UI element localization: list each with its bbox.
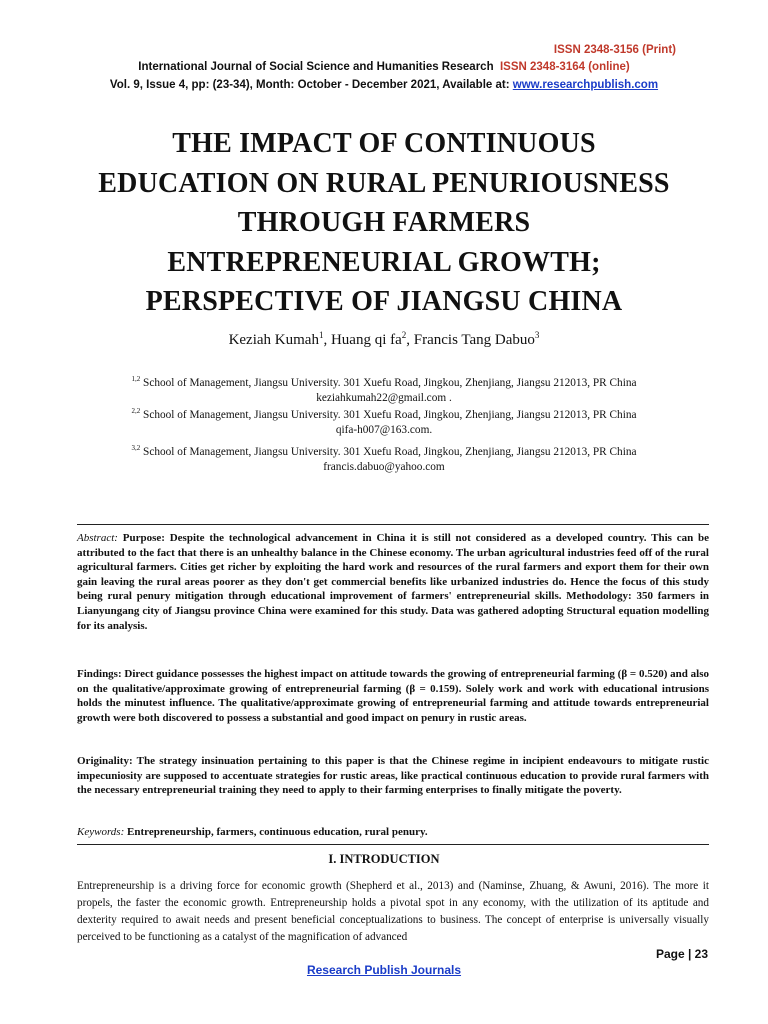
affiliation-email[interactable]: keziahkumah22@gmail.com . bbox=[316, 391, 452, 404]
website-link[interactable]: www.researchpublish.com bbox=[512, 79, 659, 91]
originality-paragraph: Originality: The strategy insinuation pertaining to this paper is that the Chinese regime in incipient endeavours to mitigate rustic impecuniosity are supposed to accentuate strategies for rustic areas, like practical continuous education to provide rural farmers with the necessary entrepreneurial training they need to apply to their farming enterprises to finally mitigate the poverty. bbox=[77, 755, 709, 797]
affiliation-sup: 1,2 bbox=[131, 375, 141, 383]
abstract-text: Purpose: Despite the technological advancement in China it is still not considered as a developed country. This can be attributed to the fact that there is an unhealthy balance in the Chinese economy. The urban agricultural industries feed off of the rural agricultural farmers. Cities get richer by exploiting the hard work and resources of the rural farmers and export them for their own gain leaving the rural areas poorer as they don't get commercial benefits like urbanized industries do. Hence the focus of this study being rural penury mitigation through educational improvement of farmers' entrepreneurial skills. Methodology: 350 farmers in Lianyungang city of Jiangsu province China were examined for this study. Data was gathered adopting Structural equation modelling for its analysis. bbox=[77, 532, 710, 632]
title-line: THROUGH FARMERS bbox=[237, 207, 531, 238]
intro-paragraph: Entrepreneurship is a driving force for economic growth (Shepherd et al., 2013) and (Naminse, Zhuang, & Awuni, 2016). The more it propels, the faster the economic growth. Entrepreneurship holds a pivotal spot in any economy, with the utilization of its aptitude and dexterity required to await needs and present beneficial conceptualizations to business. The concept of enterprise is universally visually perceived to be functioning as a catalyst of the magnification of advanced bbox=[77, 880, 709, 943]
author-name: Keziah Kumah bbox=[228, 332, 319, 348]
abstract-top-rule bbox=[77, 524, 709, 525]
author-sup: 1 bbox=[318, 330, 324, 340]
issn-online: ISSN 2348-3164 (online) bbox=[499, 61, 630, 73]
affiliation-sup: 3,2 bbox=[131, 444, 141, 452]
abstract-paragraph bbox=[77, 531, 709, 633]
affiliation-3 bbox=[0, 441, 768, 475]
footer-link[interactable]: Research Publish Journals bbox=[306, 963, 462, 977]
journal-header bbox=[0, 61, 768, 73]
section-heading: I. INTRODUCTION bbox=[328, 852, 440, 866]
keywords-label: Keywords: bbox=[77, 826, 125, 838]
abstract-label: Abstract: bbox=[77, 532, 118, 544]
findings-paragraph: Findings: Direct guidance possesses the highest impact on attitude towards the growing of entrepreneurial farming (β = 0.520) and also on the qualitative/approximate growing of entrepreneurial farming (β = 0.159). Solely work and work with educational intrusions holds the minutest influence. The qualitative/approximate growing of entrepreneurial farming and attitude towards entrepreneurial growth were both discovered to possess a substantial and good impact on penury in rustic areas. bbox=[77, 668, 709, 724]
keywords-text: Entrepreneurship, farmers, continuous education, rural penury. bbox=[127, 826, 428, 838]
author-list: Keziah Kumah$^1$, Huang qi $fa^2$, Francis Tang Dabuo$^3$ bbox=[228, 330, 540, 348]
abstract-bottom-rule bbox=[77, 844, 709, 845]
affiliation-text: School of Management, Jiangsu University. 301 Xuefu Road, Jingkou, Zhenjiang, Jiangsu 212013, PR China bbox=[143, 408, 637, 421]
author-name: Francis Tang Dabuo bbox=[413, 332, 535, 348]
affiliation-2 bbox=[0, 404, 768, 438]
affiliation-text: School of Management, Jiangsu University. 301 Xuefu Road, Jingkou, Zhenjiang, Jiangsu 212013, PR China bbox=[143, 376, 637, 389]
affiliation-email[interactable]: qifa-h007@163.com. bbox=[335, 423, 433, 436]
title-line: PERSPECTIVE OF JIANGSU CHINA bbox=[145, 286, 623, 317]
paper-title bbox=[40, 124, 728, 322]
affiliation-1 bbox=[0, 372, 768, 406]
title-line: ENTREPRENEURIAL GROWTH; bbox=[167, 246, 601, 278]
affiliation-sup: 2,2 bbox=[131, 407, 141, 415]
issue-info: Vol. 9, Issue 4, pp: (23-34), Month: October - December 2021, Available at: bbox=[109, 79, 510, 91]
affiliation-text: School of Management, Jiangsu University. 301 Xuefu Road, Jingkou, Zhenjiang, Jiangsu 212013, PR China bbox=[143, 445, 637, 458]
affiliation-email[interactable]: francis.dabuo@yahoo.com bbox=[323, 460, 445, 473]
keywords-paragraph bbox=[77, 825, 709, 840]
author-name: Huang qi fa bbox=[330, 332, 402, 348]
page-number: Page | 23 bbox=[655, 947, 708, 961]
title-line: EDUCATION ON RURAL PENURIOUSNESS bbox=[98, 167, 670, 199]
author-sup: 2 bbox=[401, 330, 407, 340]
title-line: THE IMPACT OF CONTINUOUS bbox=[172, 128, 596, 159]
issue-info-line bbox=[0, 79, 768, 91]
author-sup: 3 bbox=[534, 330, 540, 340]
issn-print: ISSN 2348-3156 (Print) bbox=[553, 44, 676, 56]
journal-name: International Journal of Social Science and Humanities Research bbox=[138, 61, 494, 73]
